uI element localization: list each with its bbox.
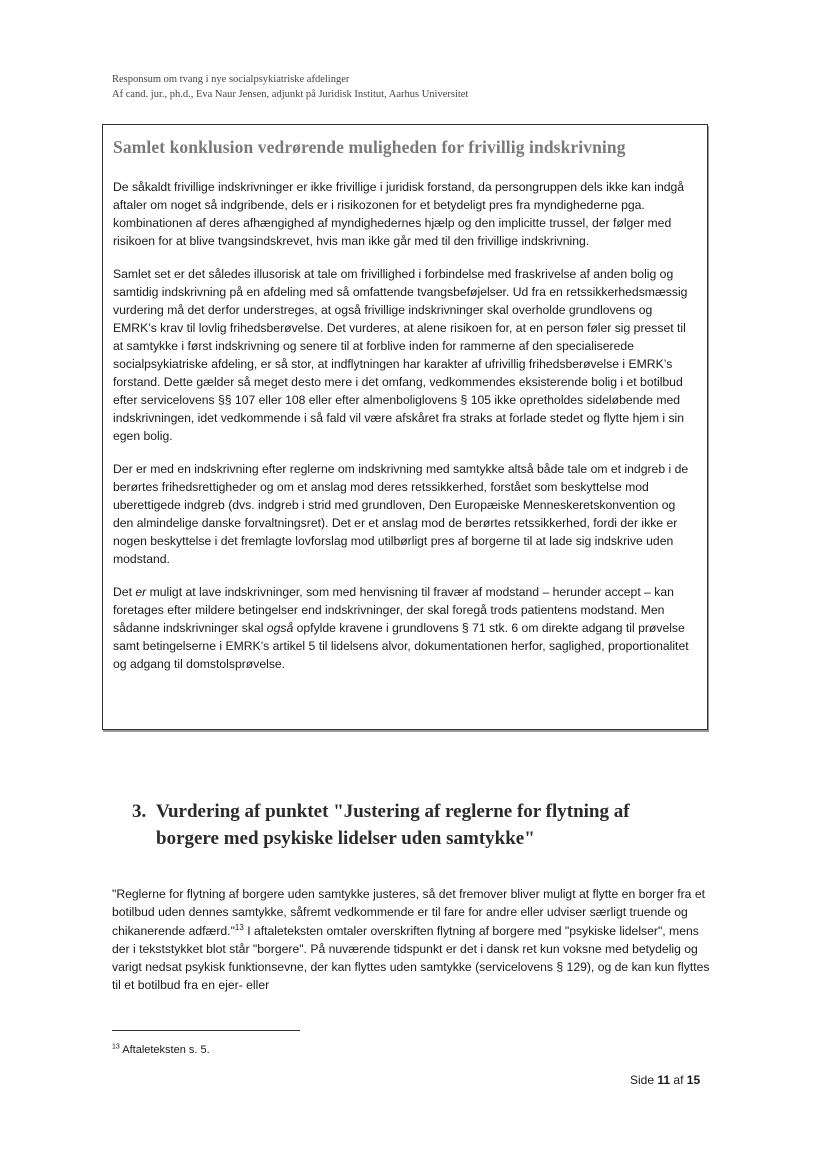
- footnote-number: 13: [112, 1043, 120, 1051]
- footnote-text: Aftaleteksten s. 5.: [122, 1044, 210, 1056]
- body-paragraph: "Reglerne for flytning af borgere uden samtykke justeres, så det fremover bliver muligt at flytte en borger fra et botilbud uden dennes samtykke, såfremt vedkommende er til fare for andre eller udviser særligt truende og chikanerende adfærd."$^{13}$ I aftaleteksten omtaler overskriften flytning af borgere med "psykiske lidelser", mens der i tekststykket blot står "borgere". På nuværende tidspunkt er det i dansk ret kun voksne med betydelig og varigt nedsat psykisk funktionsevne, der kan flyttes uden samtykke (servicelovens § 129), og de kan kun flyttes til et botilbud fra en ejer- eller: [112, 887, 710, 993]
- total-pages: 15: [686, 1073, 701, 1087]
- header-title: Responsum om tvang i nye socialpsykiatriske afdelinger: [112, 74, 350, 85]
- section-title-line-2: borgere med psykiske lidelser uden samtykke": [156, 828, 535, 849]
- box-paragraph-1: De såkaldt frivillige indskrivninger er ikke frivillige i juridisk forstand, da persongruppen dels ikke kan indgå aftaler om noget så indgribende, dels er i risikozonen for et betydeligt pres fra myndighederne pga. kombinationen af deres afhængighed af myndighedernes hjælp og den implicitte trussel, der følger med risikoen for at blive tvangsindskrevet, hvis man ikke går med til den frivillige indskrivning.: [113, 180, 685, 248]
- conclusion-box: [102, 124, 708, 730]
- box-paragraph-4: Det er muligt at lave indskrivninger, som med henvisning til fravær af modstand – herunder accept – kan foretages efter mildere betingelser end indskrivninger, der skal foregå trods patientens modstand. Men sådanne indskrivninger skal også opfylde kravene i grundlovens § 71 stk. 6 om direkte adgang til prøvelse samt betingelserne i EMRK’s artikel 5 til lidelsens alvor, dokumentationen herfor, saglighed, proportionalitet og adgang til domstolsprøvelse.: [113, 585, 689, 671]
- footnote: [112, 1043, 210, 1057]
- page-number: Side 11 af 15: [630, 1073, 701, 1087]
- box-title: Samlet konklusion vedrørende muligheden for frivillig indskrivning: [113, 137, 626, 157]
- box-paragraph-3: Der er med en indskrivning efter reglerne om indskrivning med samtykke altså både tale om et indgreb i de berørtes frihedsrettigheder og om et anslag mod deres retssikkerhed, forstået som beskyttelse mod uberettigede indgreb (dvs. indgreb i strid med grundloven, Den Europæiske Menneskeretskonvention og den almindelige danske forvaltningsret). Det er et anslag mod de berørtes retssikkerhed, fordi der ikke er nogen beskyttelse i det fremlagte lovforslag mod utilbørligt pres af borgerne til at lade sig indskrive uden modstand.: [113, 462, 689, 566]
- footnote-divider: [112, 1030, 300, 1031]
- footnote-reference[interactable]: 13: [234, 922, 244, 932]
- section-title-line-1: Vurdering af punktet "Justering af reglerne for flytning af: [156, 801, 630, 822]
- header-author: Af cand. jur., ph.d., Eva Naur Jensen, adjunkt på Juridisk Institut, Aarhus Universitet: [112, 89, 469, 100]
- emphasis: også: [266, 621, 294, 635]
- current-page: 11: [657, 1073, 671, 1087]
- running-header: [112, 72, 468, 102]
- emphasis: er: [135, 585, 147, 599]
- section-heading: [132, 798, 722, 852]
- section-number: 3.: [132, 801, 147, 822]
- box-paragraph-2: Samlet set er det således illusorisk at tale om frivillighed i forbindelse med fraskrivelse af anden bolig og samtidig indskrivning på en afdeling med så omfattende tvangsbeføjelser. Ud fra en retssikkerhedsmæssig vurdering må det derfor understreges, at også frivillige indskrivninger skal overholde grundlovens og EMRK’s krav til lovlig frihedsberøvelse. Det vurderes, at alene risikoen for, at en person føler sig presset til at samtykke i først indskrivning og senere til at forblive inden for rammerne af den specialiserede socialpsykiatriske afdeling, er så stor, at indflytningen har karakter af ufrivillig frihedsberøvelse i EMRK’s forstand. Dette gælder så meget desto mere i det omfang, vedkommendes eksisterende bolig i et botilbud efter servicelovens §§ 107 eller 108 eller efter almenboliglovens § 105 ikke opretholdes sideløbende med indskrivningen, idet vedkommende i så fald vil være afskåret fra straks at forlade stedet og flytte hjem i sin egen bolig.: [113, 267, 688, 443]
